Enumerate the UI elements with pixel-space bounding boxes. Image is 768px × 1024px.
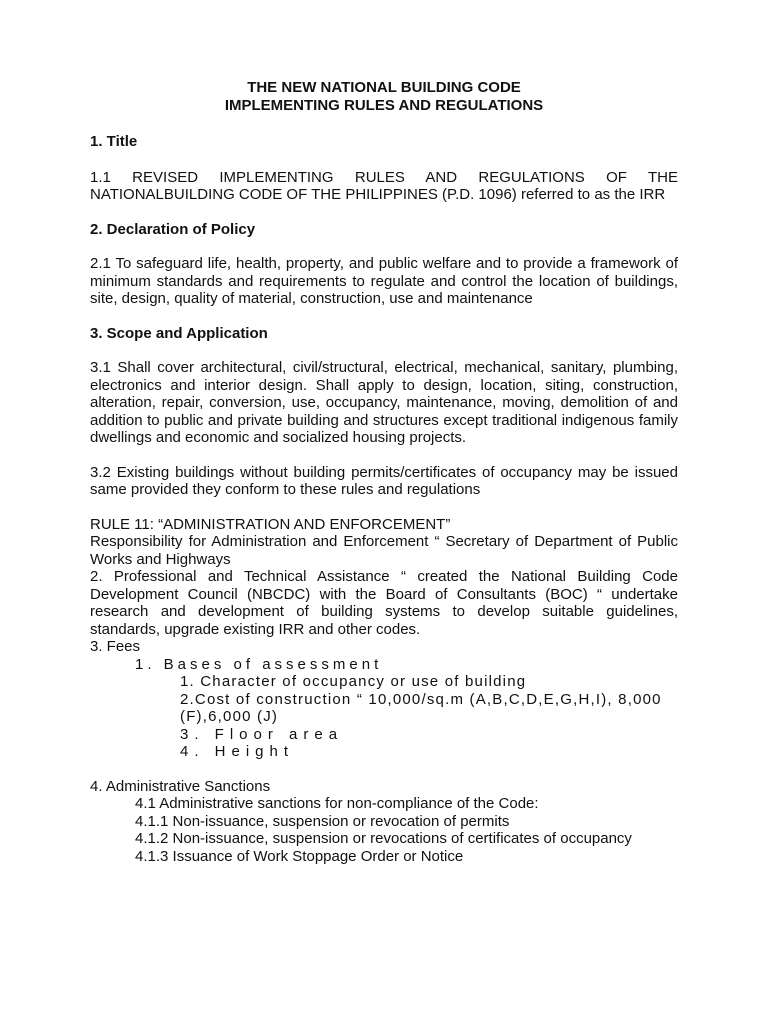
section-3-2: 3.2 Existing buildings without building permits/certificates of occupancy may be issued same provided they conform to these rules and regulations: [90, 463, 678, 498]
rule-11-item-3: 3. Fees: [90, 638, 141, 655]
section-4-heading: 4. Administrative Sanctions: [90, 777, 271, 795]
section-2-heading: 2. Declaration of Policy: [90, 220, 256, 238]
section-4-1-3: 4.1.3 Issuance of Work Stoppage Order or Notice: [135, 847, 464, 865]
rule-11-item-1: Responsibility for Administration and Enforcement “ Secretary of Department of Public Works and Highways: [90, 533, 678, 568]
section-4-1: 4.1 Administrative sanctions for non-compliance of the Code:: [135, 795, 539, 812]
bases-item-2: 2.Cost of construction “ 10,000/sq.m (A,B,C,D,E,G,H,I), 8,000 (F),6,000 (J): [180, 690, 662, 725]
title-line-2: IMPLEMENTING RULES AND REGULATIONS: [224, 97, 544, 114]
title-line-1: THE NEW NATIONAL BUILDING CODE: [247, 79, 521, 96]
rule-11-heading: RULE 11: “ADMINISTRATION AND ENFORCEMENT”: [90, 515, 451, 533]
rule-11-item-2: 2. Professional and Technical Assistance “ created the National Building Code Development Council (NBCDC) with the Board of Consultants (BOC) “ undertake research and development of building systems to develop suitable guidelines, standards, upgrade existing IRR and other codes.: [90, 568, 678, 638]
bases-item-4: 4. Height: [180, 743, 295, 760]
section-4-1-1: 4.1.1 Non-issuance, suspension or revocation of permits: [135, 812, 510, 830]
section-2-1: 2.1 To safeguard life, health, property, and public welfare and to provide a framework of minimum standards and requirements to regulate and control the location of buildings, site, design, quality of material, construction, use and maintenance: [90, 255, 678, 307]
section-3-heading: 3. Scope and Application: [90, 324, 268, 342]
section-1-heading: 1. Title: [90, 133, 138, 150]
bases-of-assessment: 1. Bases of assessment: [135, 655, 383, 673]
document-title: [90, 79, 678, 115]
section-3-1: 3.1 Shall cover architectural, civil/structural, electrical, mechanical, sanitary, plumbing, electronics and interior design. Shall apply to design, location, siting, construction, alteration, repair, conversion, use, occupancy, maintenance, moving, demolition of and addition to public and private building and structures except traditional indigenous family dwellings and economic and socialized housing projects.: [90, 359, 678, 446]
bases-item-1: 1. Character of occupancy or use of building: [180, 673, 527, 690]
document-body: [90, 79, 678, 865]
bases-item-3: 3. Floor area: [180, 725, 344, 743]
section-4-1-2: 4.1.2 Non-issuance, suspension or revocations of certificates of occupancy: [135, 830, 632, 847]
section-1-1: 1.1 REVISED IMPLEMENTING RULES AND REGULATIONS OF THE NATIONALBUILDING CODE OF THE PHILIPPINES (P.D. 1096) referred to as the IRR: [90, 168, 678, 203]
